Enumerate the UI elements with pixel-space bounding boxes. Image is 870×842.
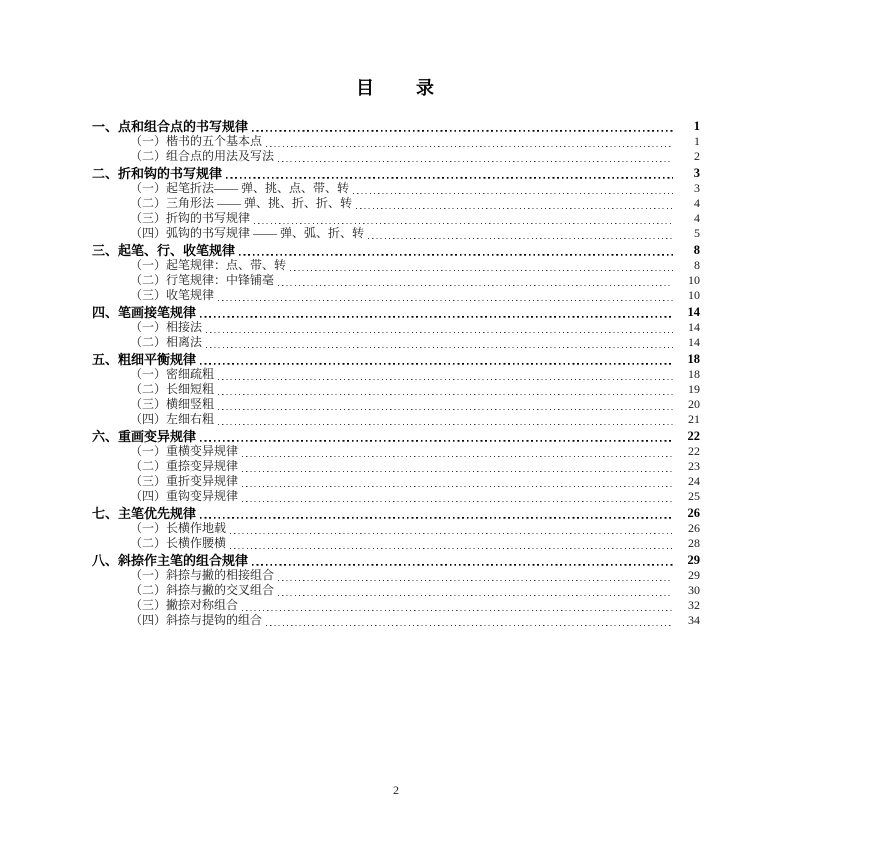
toc-entry[interactable]	[92, 196, 700, 211]
toc-entry-label: （二）斜捺与撇的交叉组合	[130, 583, 275, 597]
dot-leader	[266, 134, 673, 149]
dot-leader	[278, 568, 673, 583]
dot-leader	[239, 243, 673, 258]
toc-entry[interactable]	[92, 258, 700, 273]
toc-entry-page-number: 10	[688, 273, 700, 287]
toc-entry[interactable]	[92, 474, 700, 489]
toc-entry-label: （二）长横作腰横	[130, 536, 227, 550]
toc-entry-label: （一）斜捺与撇的相接组合	[130, 568, 275, 582]
dot-leader	[242, 598, 673, 613]
dot-leader	[218, 288, 673, 303]
dot-leader	[252, 553, 673, 568]
toc-entry-page-number: 18	[688, 367, 700, 381]
toc-entry[interactable]	[92, 273, 700, 288]
toc-entry-page-number: 34	[688, 613, 700, 627]
toc-entry-label: 五、粗细平衡规律	[92, 352, 197, 367]
toc-entry-page-number: 25	[688, 489, 700, 503]
toc-entry-page-number: 26	[688, 521, 700, 535]
dot-leader	[368, 226, 673, 241]
toc-entry-page-number: 20	[688, 397, 700, 411]
toc-entry[interactable]	[92, 598, 700, 613]
toc-entry-page-number: 8	[694, 258, 700, 272]
toc-entry-page-number: 2	[694, 149, 700, 163]
toc-entry-page-number: 5	[694, 226, 700, 240]
toc-entry-page-number: 30	[688, 583, 700, 597]
toc-entry-label: （一）起笔折法—— 弹、挑、点、带、转	[130, 181, 350, 195]
toc-entry[interactable]	[92, 243, 700, 258]
toc-entry-label: （二）长细短粗	[130, 382, 215, 396]
toc-entry-label: 六、重画变异规律	[92, 429, 197, 444]
toc-entry-page-number: 22	[688, 444, 700, 458]
toc-entry-page-number: 29	[687, 553, 700, 567]
toc-entry-label: （四）斜捺与提钩的组合	[130, 613, 263, 627]
toc-entry-label: （四）弧钩的书写规律 —— 弹、弧、折、转	[130, 226, 365, 240]
toc-entry-page-number: 4	[694, 211, 700, 225]
toc-entry-label: （二）相离法	[130, 335, 203, 349]
toc-entry-page-number: 14	[687, 305, 700, 319]
toc-entry-label: （二）组合点的用法及写法	[130, 149, 275, 163]
toc-entry-label: （三）折钩的书写规律	[130, 211, 251, 225]
toc-entry[interactable]	[92, 166, 700, 181]
toc-entry[interactable]	[92, 553, 700, 568]
toc-entry[interactable]	[92, 521, 700, 536]
toc-entry-label: 八、斜捺作主笔的组合规律	[92, 553, 249, 568]
toc-entry[interactable]	[92, 134, 700, 149]
toc-entry-page-number: 4	[694, 196, 700, 210]
toc-entry-page-number: 32	[688, 598, 700, 612]
toc-entry-page-number: 22	[687, 429, 700, 443]
dot-leader	[218, 397, 673, 412]
dot-leader	[218, 412, 673, 427]
toc-entry-label: 四、笔画接笔规律	[92, 305, 197, 320]
toc-entry-label: （二）重捺变异规律	[130, 459, 239, 473]
toc-entry[interactable]	[92, 119, 700, 134]
dot-leader	[206, 320, 673, 335]
toc-entry-page-number: 3	[694, 181, 700, 195]
toc-entry[interactable]	[92, 288, 700, 303]
toc-entry-label: （三）收笔规律	[130, 288, 215, 302]
toc-entry-label: （一）楷书的五个基本点	[130, 134, 263, 148]
dot-leader	[278, 583, 673, 598]
toc-entry[interactable]	[92, 444, 700, 459]
dot-leader	[218, 382, 673, 397]
toc-entry-label: （三）横细竖粗	[130, 397, 215, 411]
dot-leader	[356, 196, 673, 211]
toc-entry[interactable]	[92, 320, 700, 335]
toc-entry[interactable]	[92, 506, 700, 521]
toc-entry-label: （一）密细疏粗	[130, 367, 215, 381]
toc-entry-label: （二）行笔规律：中锋铺毫	[130, 273, 275, 287]
toc-entry-label: （三）撇捺对称组合	[130, 598, 239, 612]
toc-entry-page-number: 23	[688, 459, 700, 473]
toc-entry-label: （一）长横作地载	[130, 521, 227, 535]
toc-entry[interactable]	[92, 335, 700, 350]
dot-leader	[200, 352, 673, 367]
toc-entry-label: （二）三角形法 —— 弹、挑、折、折、转	[130, 196, 353, 210]
toc-entry[interactable]	[92, 568, 700, 583]
dot-leader	[200, 506, 673, 521]
toc-entry-page-number: 21	[688, 412, 700, 426]
dot-leader	[242, 474, 673, 489]
toc-entry-page-number: 26	[687, 506, 700, 520]
dot-leader	[278, 149, 673, 164]
toc-entry-page-number: 18	[687, 352, 700, 366]
toc-entry-label: （一）相接法	[130, 320, 203, 334]
toc-entry[interactable]	[92, 181, 700, 196]
toc-entry-label: 一、点和组合点的书写规律	[92, 119, 249, 134]
toc-entry[interactable]	[92, 352, 700, 367]
toc-entry-page-number: 14	[688, 320, 700, 334]
dot-leader	[278, 273, 673, 288]
toc-entry-page-number: 24	[688, 474, 700, 488]
toc-entry[interactable]	[92, 382, 700, 397]
toc-entry-page-number: 8	[693, 243, 700, 257]
toc-entry[interactable]	[92, 536, 700, 551]
toc-entry-page-number: 3	[693, 166, 700, 180]
dot-leader	[230, 536, 673, 551]
dot-leader	[242, 459, 673, 474]
dot-leader	[252, 119, 673, 134]
toc-entry[interactable]	[92, 305, 700, 320]
toc-entry[interactable]	[92, 459, 700, 474]
dot-leader	[242, 489, 673, 504]
toc-entry-label: 七、主笔优先规律	[92, 506, 197, 521]
toc-entry-label: （四）重钩变异规律	[130, 489, 239, 503]
dot-leader	[218, 367, 673, 382]
toc-entry-page-number: 29	[688, 568, 700, 582]
dot-leader	[242, 444, 673, 459]
toc-entry-label: （一）重横变异规律	[130, 444, 239, 458]
toc-entry[interactable]	[92, 429, 700, 444]
toc-entry-page-number: 19	[688, 382, 700, 396]
dot-leader	[254, 211, 673, 226]
dot-leader	[200, 429, 673, 444]
toc-entry[interactable]	[92, 412, 700, 427]
toc-entry[interactable]	[92, 149, 700, 164]
page-title: 目 录	[356, 78, 436, 98]
dot-leader	[200, 305, 673, 320]
dot-leader	[266, 613, 673, 628]
toc-entry[interactable]	[92, 583, 700, 598]
toc-entry[interactable]	[92, 211, 700, 226]
toc-entry-label: 二、折和钩的书写规律	[92, 166, 223, 181]
dot-leader	[226, 166, 673, 181]
toc-entry[interactable]	[92, 397, 700, 412]
toc-entry[interactable]	[92, 613, 700, 628]
dot-leader	[353, 181, 673, 196]
toc-entry[interactable]	[92, 226, 700, 241]
toc-entry[interactable]	[92, 489, 700, 504]
table-of-contents	[92, 117, 700, 628]
toc-entry-label: （一）起笔规律：点、带、转	[130, 258, 287, 272]
toc-entry-page-number: 14	[688, 335, 700, 349]
dot-leader	[230, 521, 673, 536]
toc-entry-page-number: 28	[688, 536, 700, 550]
toc-entry-label: 三、起笔、行、收笔规律	[92, 243, 236, 258]
toc-entry-page-number: 1	[693, 119, 700, 133]
footer-page-number: 2	[393, 783, 399, 797]
toc-entry[interactable]	[92, 367, 700, 382]
toc-entry-page-number: 10	[688, 288, 700, 302]
toc-entry-label: （四）左细右粗	[130, 412, 215, 426]
toc-entry-page-number: 1	[694, 134, 700, 148]
toc-entry-label: （三）重折变异规律	[130, 474, 239, 488]
dot-leader	[290, 258, 673, 273]
dot-leader	[206, 335, 673, 350]
